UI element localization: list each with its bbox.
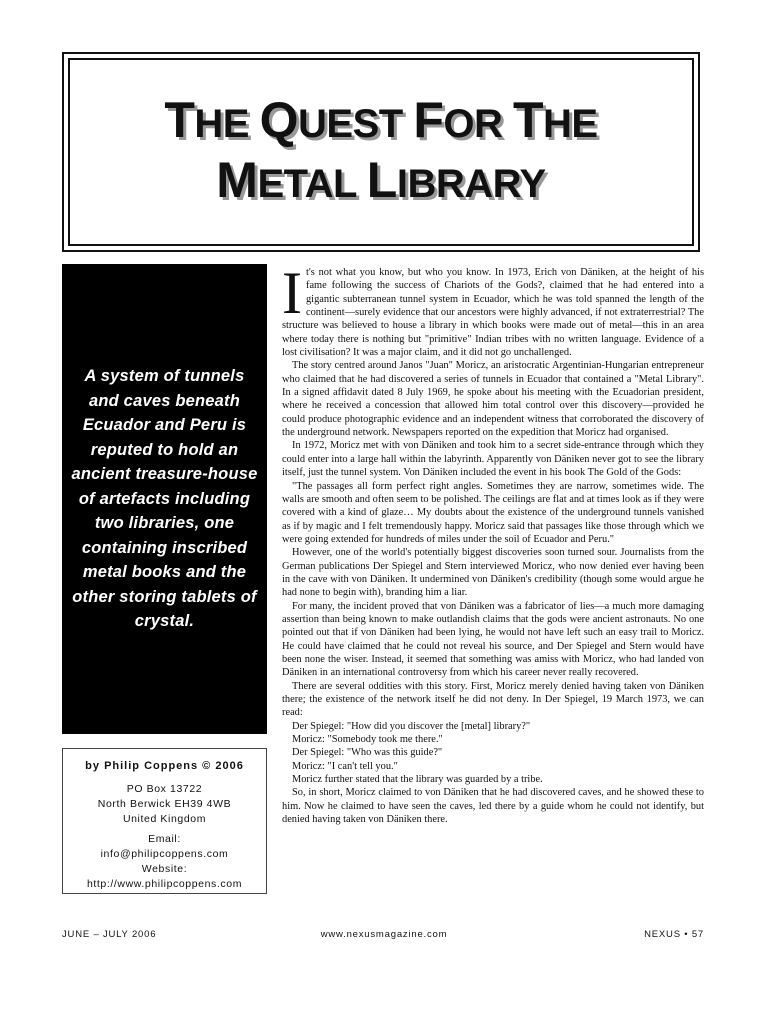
title-frame xyxy=(62,52,700,252)
article-paragraph: In 1972, Moricz met with von Däniken and took him to a secret side-entrance through which they could enter into a large hall within the labyrinth. Apparently von Däniken never got to see the library itself, just the tunnel system. Von Däniken included the event in his book The Gold of the Gods: xyxy=(282,440,704,479)
title-word: IBRARY xyxy=(396,162,546,206)
title-word: OR xyxy=(443,102,513,146)
dialogue-line: Der Spiegel: "How did you discover the [metal] library?" xyxy=(292,720,531,732)
article-paragraph: The story centred around Janos "Juan" Moricz, an aristocratic Argentinian-Hungarian entrepreneur who claimed that he had discovered a series of tunnels in Ecuador that contained a "Metal Library". In a signed affidavit dated 8 July 1969, he spoke about his meeting with the Ecuadorian president, where he received a concession that allowed him total control over this discovery—provided he could produce photographic evidence and an independent witness that corroborated the discovery of the underground network. Newspapers reported on the expedition that Moricz had organised. xyxy=(282,360,704,439)
article-body xyxy=(282,260,704,826)
page-title-line-1 xyxy=(164,92,597,152)
title-word: HE xyxy=(194,102,260,146)
issue-date: JUNE – JULY 2006 xyxy=(62,929,157,940)
intro-text: A system of tunnels and caves beneath Ecuador and Peru is reputed to hold an ancient treasure-house of artefacts including two libraries, one containing inscribed metal books and the other storing tablets of crystal. xyxy=(71,367,258,631)
address-line: PO Box 13722 xyxy=(126,783,203,795)
article-quote: "The passages all form perfect right angles. Sometimes they are narrow, sometimes wide. The walls are smooth and often seem to be polished. The ceilings are flat and at times look as if they were covered with a kind of glaze… My doubts about the existence of the underground tunnels vanished as if by magic and I felt tremendously happy. Moricz said that passages like those through which we were going extended for hundreds of miles under the soil of Ecuador and Peru." xyxy=(282,480,704,545)
article-paragraph: There are several oddities with this story. First, Moricz merely denied having taken von Däniken there; the existence of the network itself he did not deny. In Der Spiegel, 19 March 1973, we can read: xyxy=(282,680,704,719)
magazine-url[interactable]: www.nexusmagazine.com xyxy=(320,929,448,940)
title-cap: T xyxy=(512,92,544,148)
paragraph-text: t's not what you know, but who you know. In 1973, Erich von Däniken, at the height of his fame following the success of Chariots of the Gods?, claimed that he had entered into a gigantic subterranean tunnel system in Ecuador, which he was told spanned the length of the continent—surely evidence that our ancestors were highly advanced, if not extraterrestrial? The structure was believed to house a library in which books were made out of metal—this in an area where today there is nothing but "primitive" Indian tribes with no written language. Evidence of a lost civilisation? It was a major claim, and it did not go unchallenged. xyxy=(282,267,704,359)
title-cap: M xyxy=(216,152,258,208)
article-paragraph: So, in short, Moricz claimed to von Däniken that he had discovered caves, and he showed these to him. Now he claimed to have seen the caves, led there by a guide whom he could not identify, but denied having taken von Däniken there. xyxy=(282,787,704,826)
title-cap: Q xyxy=(259,92,299,148)
title-inner-frame xyxy=(68,58,694,246)
article-paragraph xyxy=(282,260,704,359)
address-line: United Kingdom xyxy=(122,813,207,825)
byline-box xyxy=(62,748,267,894)
title-word: HE xyxy=(543,102,598,146)
title-cap: T xyxy=(164,92,195,148)
dialogue-line: Moricz: "Somebody took me there." xyxy=(292,734,443,746)
article-paragraph: However, one of the world's potentially biggest discoveries soon turned sour. Journalists from the German publications Der Spiegel and Stern interviewed Moricz, who now denied ever having been in the cave with von Däniken. It undermined von Däniken's credibility (though some would argue he had none to begin with), branding him a liar. xyxy=(282,547,704,599)
article-paragraph: For many, the incident proved that von Däniken was a fabricator of lies—a much more damaging assertion than being known to make outlandish claims that the gods were ancient astronauts. No one pointed out that if von Däniken had been lying, he would not have left such an easy trail to Moricz. He could have claimed that he could not reveal his source, and Der Spiegel and Stern would have been none the wiser. Instead, it seemed that something was amiss with Moricz, who had landed von Däniken in an international controversy from which his career never really recovered. xyxy=(282,600,704,679)
title-cap: F xyxy=(413,92,444,148)
website-link[interactable]: http://www.philipcoppens.com xyxy=(86,878,243,890)
title-word: UEST xyxy=(298,102,414,146)
page-number: NEXUS • 57 xyxy=(644,929,704,940)
title-word: ETAL xyxy=(257,162,367,206)
dialogue-line: Der Spiegel: "Who was this guide?" xyxy=(292,747,443,759)
title-cap: L xyxy=(366,152,397,208)
dialogue-line: Moricz: "I can't tell you." xyxy=(292,760,398,772)
email-link[interactable]: info@philipcoppens.com xyxy=(100,848,229,860)
page-title-line-2 xyxy=(216,152,545,212)
website-label: Website: xyxy=(141,863,188,875)
article-paragraph: Moricz further stated that the library was guarded by a tribe. xyxy=(292,774,543,786)
drop-cap: I xyxy=(282,260,302,326)
intro-panel xyxy=(62,264,267,734)
author-credit: by Philip Coppens © 2006 xyxy=(85,760,244,772)
email-label: Email: xyxy=(148,833,181,845)
address-line: North Berwick EH39 4WB xyxy=(97,798,232,810)
